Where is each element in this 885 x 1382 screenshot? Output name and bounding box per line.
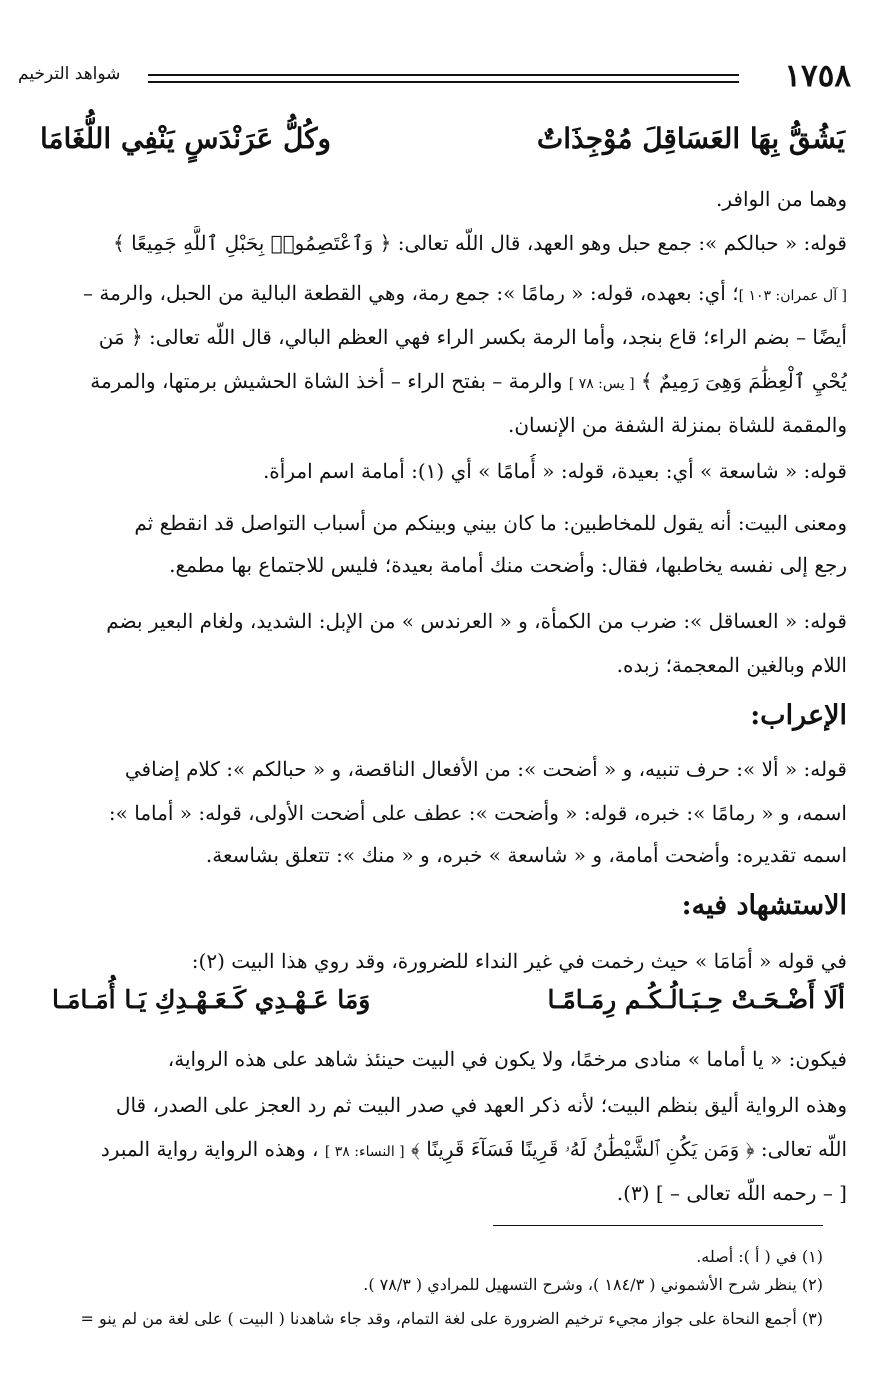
quran-verse: يُحْيِ ٱلْعِظَٰمَ وَهِىَ رَمِيمٌ ﴾ [640,369,847,393]
irab-line-2: اسمه، و « رمامًا »: خبره، قوله: « وأضحت »: عطف على أضحت الأولى، قوله: « أماما »: [108,801,847,825]
quran-ref: [ النساء: ٣٨ ] [324,1144,405,1160]
irab-line-1: قوله: « ألا »: حرف تنبيه، و « أضحت »: من الأفعال الناقصة، و « حبالكم »: كلام إضافي [124,757,847,781]
footnote-rule [493,1225,823,1226]
footnote-3: (٣) أجمع النحاة على جواز مجيء ترخيم الضرورة على لغة التمام، وقد جاء شاهدنا ( البيت ) على لغة من لم ينو = [80,1309,823,1328]
alt-verse-first-hemistich: ألَا أَضْـحَـتْ حِـبَـالُـكُـم رِمَـامًـا [547,985,845,1014]
istishhad-line-5: [ – رحمه اللّه تعالى – ] (٣). [616,1181,847,1205]
running-title: شواهد الترخيم [18,64,121,84]
glossary-line-3: أيضًا – بضم الراء؛ قاع بنجد، وأما الرمة بكسر الراء فهي العظم البالي، قال اللّه تعالى: ﴿ مَن [98,325,847,349]
quran-ref: [ يس: ٧٨ ] [568,376,635,392]
meter-note: وهما من الوافر. [715,187,847,211]
page-header [18,58,851,98]
istishhad-line-4: اللّه تعالى: ﴿ وَمَن يَكُنِ ٱلشَّيْطَٰنُ لَهُۥ قَرِينًا فَسَآءَ قَرِينًا ﴾ [ النساء: ٣٨ ] ، وهذه الرواية رواية المبرد [100,1137,847,1161]
header-rule [148,74,739,83]
glossary-line-1: قوله: « حبالكم »: جمع حبل وهو العهد، قال اللّه تعالى: ﴿ وَٱعْتَصِمُوا۟ بِحَبْلِ ٱللَّهِ جَمِيعًا ﴾ [113,231,847,255]
verse-second-hemistich: وكُلُّ عَرَنْدَسٍ يَنْفِي اللُّغَامَا [40,122,332,155]
quran-verse: اللّه تعالى: ﴿ وَمَن يَكُنِ ٱلشَّيْطَٰنُ لَهُۥ قَرِينًا فَسَآءَ قَرِينًا ﴾ [410,1137,847,1161]
istishhad-line-3: وهذه الرواية أليق بنظم البيت؛ لأنه ذكر العهد في صدر البيت ثم رد العجز على الصدر، قال [115,1093,847,1117]
glossary-line-4: يُحْيِ ٱلْعِظَٰمَ وَهِىَ رَمِيمٌ ﴾ [ يس: ٧٨ ] والرمة – بفتح الراء – أخذ الشاة الحشيش برمتها، والمرمة [90,369,847,393]
alt-verse [52,985,845,1029]
quran-ref: [ آل عمران: ١٠٣ ] [738,288,847,304]
meaning-line-1: ومعنى البيت: أنه يقول للمخاطبين: ما كان بيني وبينكم من أسباب التواصل قد انقطع ثم [134,511,847,535]
footnote-2: (٢) ينظر شرح الأشموني ( ١٨٤/٣ )، وشرح التسهيل للمرادي ( ٧٨/٣ ). [363,1275,823,1294]
footnote-1: (١) في ( أ ): أصله. [696,1247,823,1266]
alt-verse-second-hemistich: وَمَا عَـهْـدِي كَـعَـهْـدِكِ يَـا أُمَـامَـا [52,985,371,1014]
asaqil-line-1: قوله: « العساقل »: ضرب من الكمأة، و « العرندس » من الإبل: الشديد، ولغام البعير بضم [106,609,847,633]
istishhad-line-2: فيكون: « يا أماما » منادى مرخمًا، ولا يكون في البيت حينئذ شاهد على هذه الرواية، [167,1047,847,1071]
glossary-line-5: والمقمة للشاة بمنزلة الشفة من الإنسان. [508,413,847,437]
shasia-note: قوله: « شاسعة » أي: بعيدة، قوله: « أُمامًا » أي (١): أمامة اسم امرأة. [262,459,847,483]
meaning-line-2: رجع إلى نفسه يخاطبها، فقال: وأضحت منك أمامة بعيدة؛ فليس للاجتماع بها مطمع. [169,553,847,577]
poem-verse [40,122,845,172]
verse-first-hemistich: يَشُقُّ بِهَا العَسَاقِلَ مُوْجِذَاتٌ [536,122,845,155]
irab-heading: الإعراب: [750,700,847,731]
page-number: ١٧٥٨ [784,58,851,94]
glossary-line-2: [ آل عمران: ١٠٣ ]؛ أي: بعهده، قوله: « رمامًا »: جمع رمة، وهي القطعة البالية من الحبل، والرمة – [83,281,847,305]
irab-line-3: اسمه تقديره: وأضحت أمامة، و « شاسعة » خبره، و « منك »: تتعلق بشاسعة. [205,843,847,867]
istishhad-line-1: في قوله « أمَامَا » حيث رخمت في غير النداء للضرورة، وقد روي هذا البيت (٢): [191,949,847,973]
istishhad-heading: الاستشهاد فيه: [681,890,847,921]
asaqil-line-2: اللام وبالغين المعجمة؛ زبده. [616,653,847,677]
